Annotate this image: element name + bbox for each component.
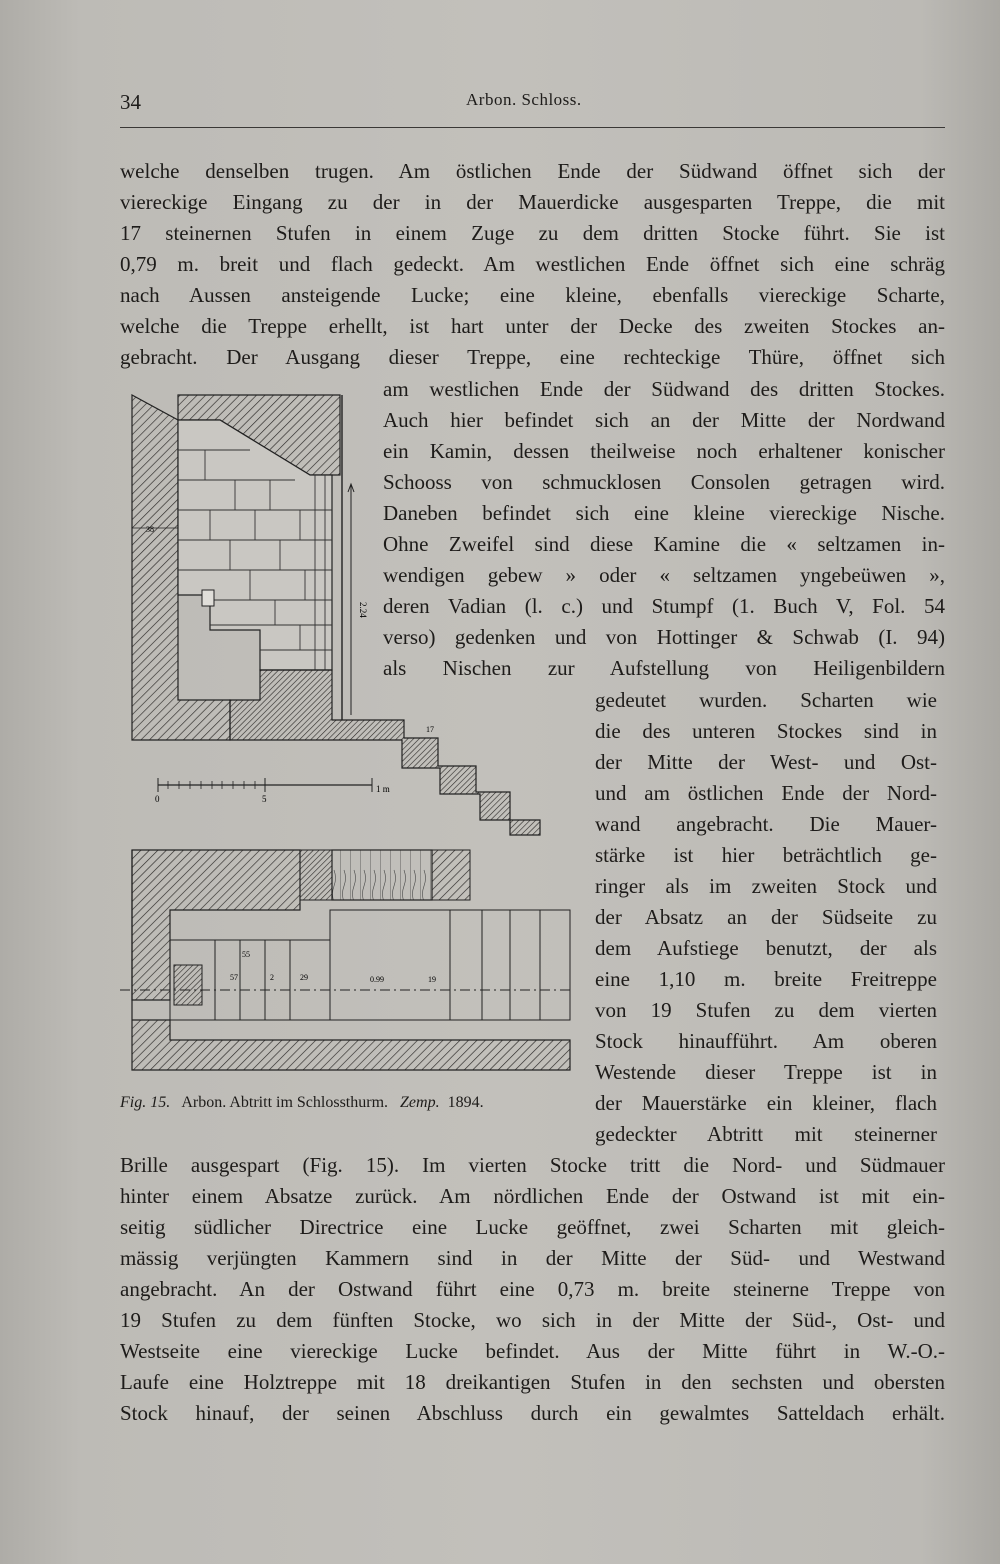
text-line: der Absatz an der Südseite zu: [595, 905, 937, 929]
text-line: Westseite eine viereckige Lucke befindet. Aus der Mitte führt in W.-O.-: [120, 1339, 945, 1363]
text-line: ringer als im zweiten Stock und: [595, 874, 937, 898]
caption-year: 1894.: [447, 1094, 484, 1111]
text-line: hinter einem Absatze zurück. Am nördlichen Ende der Ostwand ist mit ein-: [120, 1184, 945, 1208]
text-line: Ohne Zweifel sind diese Kamine die « seltzamen in-: [383, 532, 945, 556]
text-line: angebracht. An der Ostwand führt eine 0,73 m. breite steinerne Treppe von: [120, 1277, 945, 1301]
dim-label: 2.24: [358, 602, 368, 618]
text-line: welche die Treppe erhellt, ist hart unter der Decke des zweiten Stockes an-: [120, 314, 945, 338]
caption-text: Arbon. Abtritt im Schlossthurm.: [181, 1094, 389, 1111]
caption-fig: Fig. 15.: [120, 1094, 171, 1111]
figure-15: [110, 380, 580, 1080]
text-line: wendigen gebew » oder « seltzamen yngebeüwen »,: [383, 563, 945, 587]
text-line: verso) gedenken und von Hottinger & Schwab (I. 94): [383, 625, 945, 649]
text-line: nach Aussen ansteigende Lucke; eine kleine, ebenfalls viereckige Scharte,: [120, 283, 945, 307]
dim-label: 57: [230, 973, 238, 982]
dim-label: 29: [300, 973, 308, 982]
text-line: und am östlichen Ende der Nord-: [595, 781, 937, 805]
text-line: Stock hinaufführt. Am oberen: [595, 1029, 937, 1053]
text-line: Auch hier befindet sich an der Mitte der Nordwand: [383, 408, 945, 432]
dim-label: 0.99: [370, 975, 384, 984]
text-line: 0,79 m. breit und flach gedeckt. Am westlichen Ende öffnet sich eine schräg: [120, 252, 945, 276]
text-line: von 19 Stufen zu dem vierten: [595, 998, 937, 1022]
text-line: 17 steinernen Stufen in einem Zuge zu dem dritten Stocke führt. Sie ist: [120, 221, 945, 245]
dim-label: 17: [426, 725, 434, 734]
figure-caption: [120, 1094, 484, 1112]
wood-beam: [332, 850, 432, 900]
dim-label: 19: [428, 975, 436, 984]
text-line: deren Vadian (l. c.) und Stumpf (1. Buch V, Fol. 54: [383, 594, 945, 618]
text-line: viereckige Eingang zu der in der Mauerdicke ausgesparten Treppe, die mit: [120, 190, 945, 214]
scale-label: 1 m: [376, 784, 390, 794]
toilet-seat: [174, 965, 202, 1005]
text-line: mässig verjüngten Kammern sind in der Mitte der Süd- und Westwand: [120, 1246, 945, 1270]
text-line: Brille ausgespart (Fig. 15). Im vierten Stocke tritt die Nord- und Südmauer: [120, 1153, 945, 1177]
text-line: dem Aufstiege benutzt, der als: [595, 936, 937, 960]
text-line: Daneben befindet sich eine kleine viereckige Nische.: [383, 501, 945, 525]
text-line: gedeutet wurden. Scharten wie: [595, 688, 937, 712]
plan-wall: [132, 850, 300, 1000]
text-line: die des unteren Stockes sind in: [595, 719, 937, 743]
text-line: Schooss von schmucklosen Consolen getragen wird.: [383, 470, 945, 494]
text-line: wand angebracht. Die Mauer-: [595, 812, 937, 836]
scale-bar: [155, 778, 390, 804]
scale-label: 0: [155, 794, 160, 804]
text-line: Laufe eine Holztreppe mit 18 dreikantigen Stufen in den sechsten und obersten: [120, 1370, 945, 1394]
text-line: gebracht. Der Ausgang dieser Treppe, eine rechteckige Thüre, öffnet sich: [120, 345, 945, 369]
header-rule: [120, 127, 945, 128]
stair-steps: [230, 670, 540, 835]
dim-label: 55: [242, 950, 250, 959]
text-line: als Nischen zur Aufstellung von Heiligenbildern: [383, 656, 945, 680]
text-line: eine 1,10 m. breite Freitreppe: [595, 967, 937, 991]
figure-drawing: [110, 380, 580, 1080]
caption-author: Zemp.: [400, 1094, 440, 1111]
text-line: der Mitte der West- und Ost-: [595, 750, 937, 774]
text-line: gedeckter Abtritt mit steinerner: [595, 1122, 937, 1146]
text-line: ein Kamin, dessen theilweise noch erhaltener konischer: [383, 439, 945, 463]
running-title: Arbon. Schloss.: [466, 90, 582, 109]
text-line: 19 Stufen zu dem fünften Stocke, wo sich in der Mitte der Süd-, Ost- und: [120, 1308, 945, 1332]
text-line: stärke ist hier beträchtlich ge-: [595, 843, 937, 867]
scale-label: 5: [262, 794, 267, 804]
dim-label: 2: [270, 973, 274, 982]
text-line: seitig südlicher Directrice eine Lucke geöffnet, zwei Scharten mit gleich-: [120, 1215, 945, 1239]
text-line: Stock hinauf, der seinen Abschluss durch ein gewalmtes Satteldach erhält.: [120, 1401, 945, 1425]
text-line: am westlichen Ende der Südwand des dritten Stockes.: [383, 377, 945, 401]
text-line: welche denselben trugen. Am östlichen Ende der Südwand öffnet sich der: [120, 159, 945, 183]
dim-label: 38: [146, 525, 154, 534]
text-line: Westende dieser Treppe ist in: [595, 1060, 937, 1084]
text-line: der Mauerstärke ein kleiner, flach: [595, 1091, 937, 1115]
page-number: 34: [120, 90, 141, 114]
